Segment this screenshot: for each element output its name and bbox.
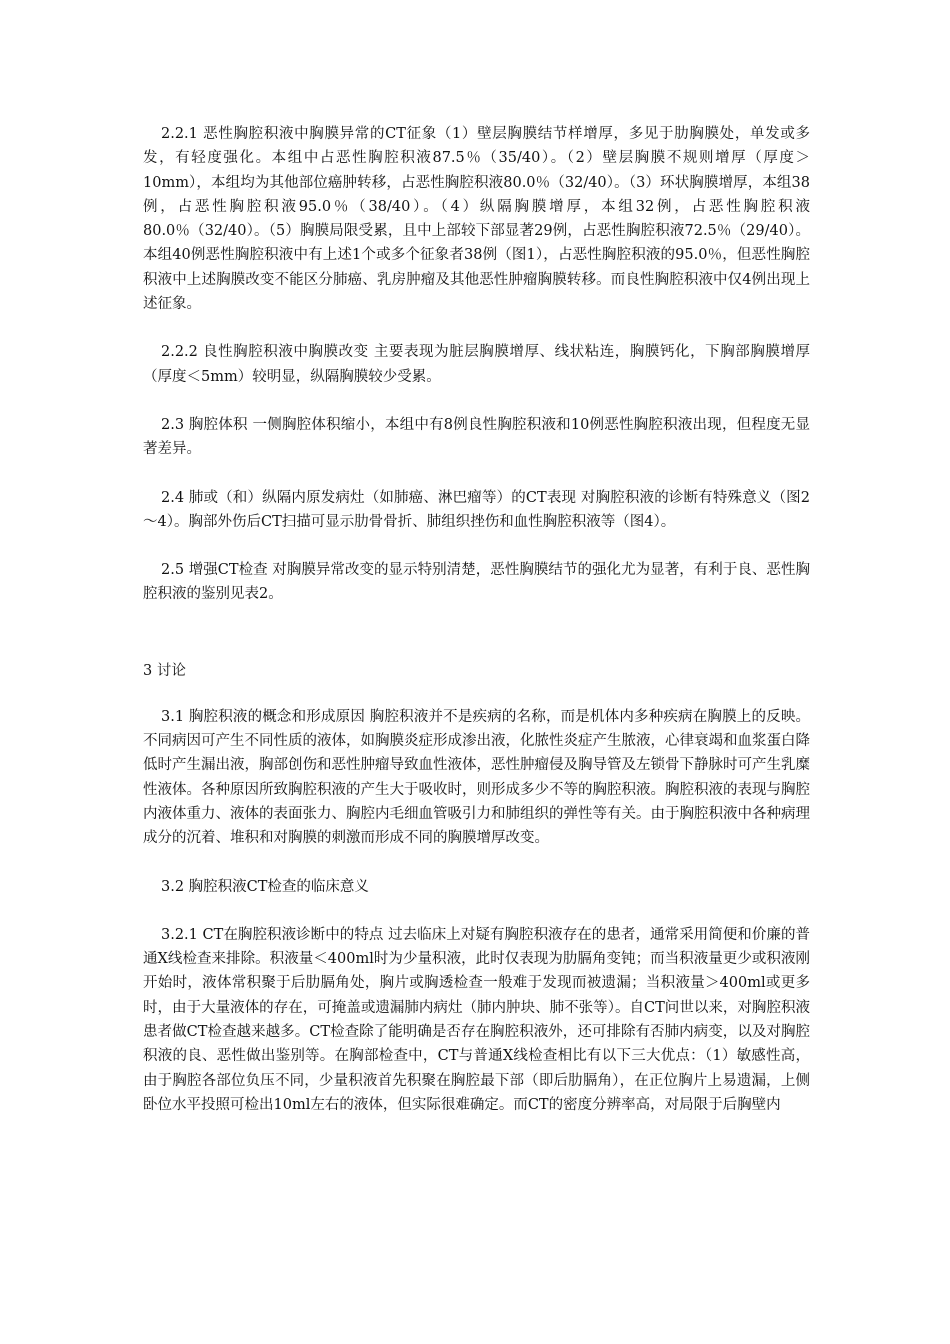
- section-heading-discussion: 3 讨论: [143, 662, 186, 679]
- paragraph-3-1: 3.1 胸腔积液的概念和形成原因 胸腔积液并不是疾病的名称，而是机体内多种疾病在胸膜上的反映。不同病因可产生不同性质的液体，如胸膜炎症形成渗出液，化脓性炎症产生脓液，心律衰竭和血浆蛋白降低时产生漏出液，胸部创伤和恶性肿瘤导致血性液体，恶性肿瘤侵及胸导管及左锁骨下静脉时可产生乳糜性液体。各种原因所致胸腔积液的产生大于吸收时，则形成多少不等的胸腔积液。胸腔积液的表现与胸腔内液体重力、液体的表面张力、胸腔内毛细血管吸引力和肺组织的弹性等有关。由于胸腔积液中各种病理成分的沉着、堆积和对胸膜的刺激而形成不同的胸膜增厚改变。: [143, 708, 810, 847]
- paragraph-2-2-1: 2.2.1 恶性胸腔积液中胸膜异常的CT征象（1）壁层胸膜结节样增厚，多见于肋胸膜处，单发或多发，有轻度强化。本组中占恶性胸腔积液87.5％（35/40）。（2）壁层胸膜不规则增厚（厚度＞10mm），本组均为其他部位癌肿转移，占恶性胸腔积液80.0％（32/40）。（3）环状胸膜增厚，本组38例，占恶性胸腔积液95.0％（38/40）。（4）纵隔胸膜增厚，本组32例，占恶性胸腔积液80.0％（32/40）。（5）胸膜局限受累，且中上部较下部显著29例，占恶性胸腔积液72.5％（29/40）。本组40例恶性胸腔积液中有上述1个或多个征象者38例（图1），占恶性胸腔积液的95.0％，但恶性胸腔积液中上述胸膜改变不能区分肺癌、乳房肿瘤及其他恶性肿瘤胸膜转移。而良性胸腔积液中仅4例出现上述征象。: [143, 126, 810, 313]
- paragraph-3-2: 3.2 胸腔积液CT检查的临床意义: [161, 878, 369, 895]
- paragraph-2-5: 2.5 增强CT检查 对胸膜异常改变的显示特别清楚，恶性胸膜结节的强化尤为显著，有利于良、恶性胸腔积液的鉴别见表2。: [143, 562, 810, 603]
- paragraph-3-2-1: 3.2.1 CT在胸腔积液诊断中的特点 过去临床上对疑有胸腔积液存在的患者，通常采用简便和价廉的普通X线检查来排除。积液量＜400ml时为少量积液，此时仅表现为肋膈角变钝；而当积液量更少或积液刚开始时，液体常积聚于后肋膈角处，胸片或胸透检查一般难于发现而被遗漏；当积液量＞400ml或更多时，由于大量液体的存在，可掩盖或遗漏肺内病灶（肺内肿块、肺不张等）。自CT问世以来，对胸腔积液患者做CT检查越来越多。CT检查除了能明确是否存在胸腔积液外，还可排除有否肺内病变，以及对胸腔积液的良、恶性做出鉴别等。在胸部检查中，CT与普通X线检查相比有以下三大优点：（1）敏感性高，由于胸腔各部位负压不同，少量积液首先积聚在胸腔最下部（即后肋膈角），在正位胸片上易遗漏，上侧卧位水平投照可检出10ml左右的液体，但实际很难确定。而CT的密度分辨率高，对局限于后胸壁内: [143, 926, 810, 1113]
- paragraph-2-4: 2.4 肺或（和）纵隔内原发病灶（如肺癌、淋巴瘤等）的CT表现 对胸腔积液的诊断有特殊意义（图2～4）。胸部外伤后CT扫描可显示肋骨骨折、肺组织挫伤和血性胸腔积液等（图4）。: [143, 489, 810, 530]
- paragraph-2-2-2: 2.2.2 良性胸腔积液中胸膜改变 主要表现为脏层胸膜增厚、线状粘连，胸膜钙化，下胸部胸膜增厚（厚度＜5mm）较明显，纵隔胸膜较少受累。: [143, 344, 810, 385]
- paragraph-2-3: 2.3 胸腔体积 一侧胸腔体积缩小，本组中有8例良性胸腔积液和10例恶性胸腔积液出现，但程度无显著差异。: [143, 416, 810, 458]
- document-body: [143, 122, 810, 1141]
